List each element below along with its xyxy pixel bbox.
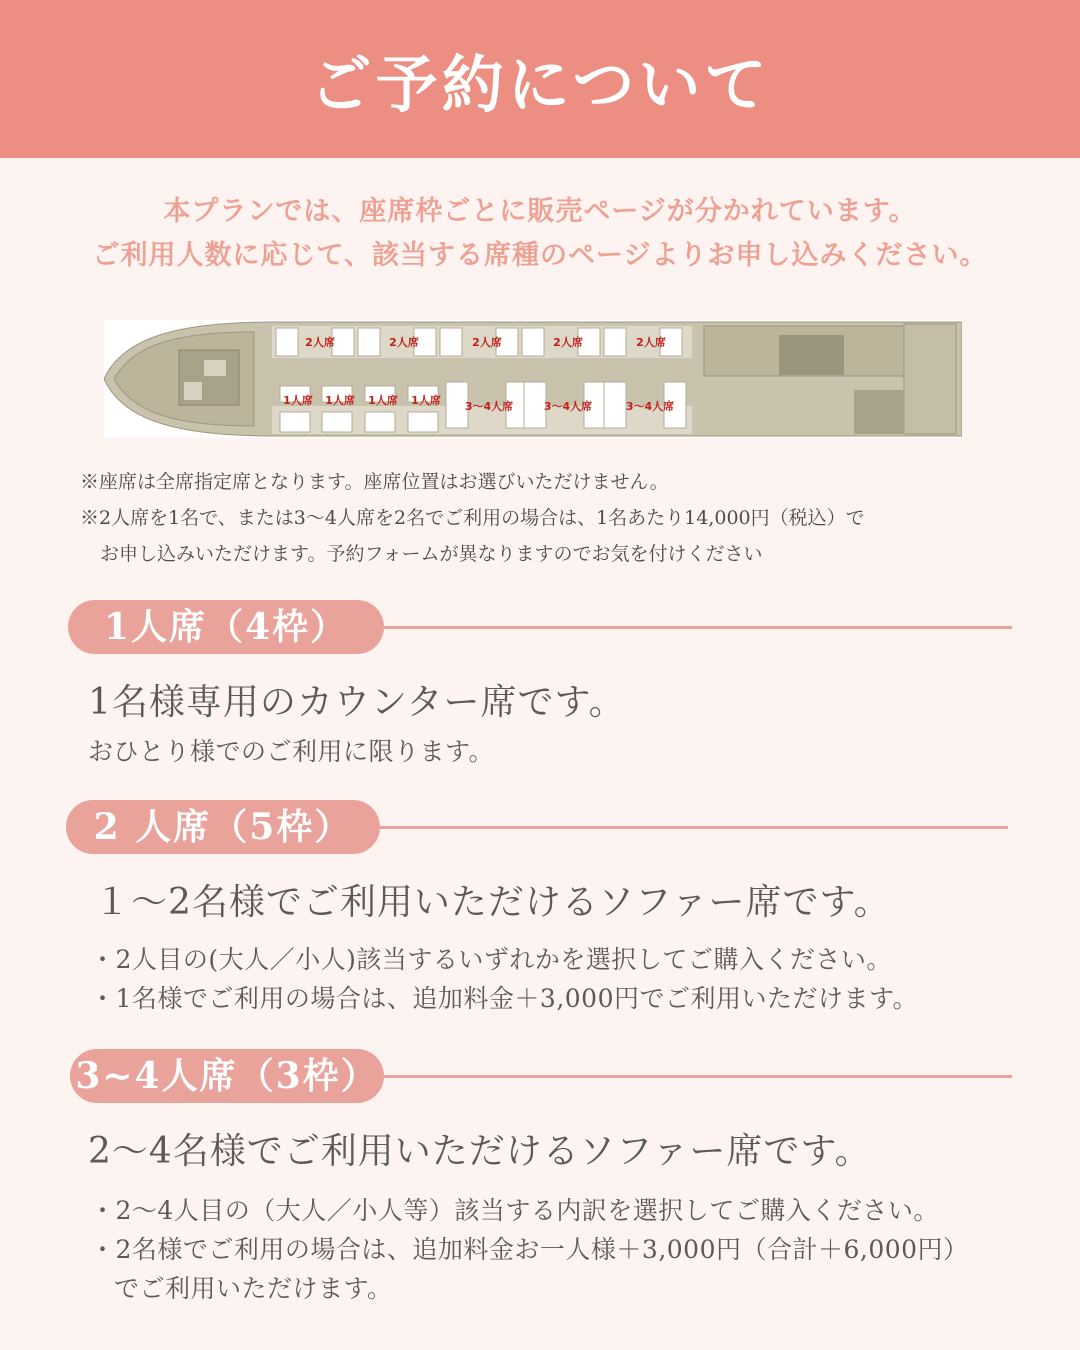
intro-line-2: ご利用人数に応じて、該当する席種のページよりお申し込みください。 — [92, 240, 988, 271]
seat-label-34: 3〜4人席 — [625, 400, 675, 413]
seat-label-2: 2人席 — [553, 336, 583, 349]
section-lead: 1名様専用のカウンター席です。 — [88, 682, 626, 723]
section-title-single: 1人席（4枠） — [68, 600, 384, 654]
seat-shape — [358, 328, 380, 356]
section-detail-line: おひとり様でのご利用に限ります。 — [88, 737, 495, 766]
seat-label-2: 2人席 — [472, 336, 502, 349]
section-detail-line: でご利用いただけます。 — [114, 1274, 393, 1303]
seat-label-1: 1人席 — [283, 394, 313, 407]
seat-shape — [276, 328, 298, 356]
seat-shape — [332, 328, 354, 356]
seat-shape — [408, 412, 438, 432]
seat-layer — [104, 320, 962, 438]
seat-label-2: 2人席 — [636, 336, 666, 349]
section-rule — [380, 826, 1008, 829]
seat-label-1: 1人席 — [368, 394, 398, 407]
section-title-group: 3~4人席（3枠） — [70, 1049, 384, 1103]
intro-line-1: 本プランでは、座席枠ごとに販売ページが分かれています。 — [163, 196, 917, 227]
seat-label-34: 3〜4人席 — [464, 400, 514, 413]
seat-shape — [322, 412, 352, 432]
note-line-1: ※座席は全席指定席となります。座席位置はお選びいただけません。 — [80, 471, 669, 493]
section-lead: １〜2名様でご利用いただけるソファー席です。 — [94, 882, 891, 923]
seat-label-2: 2人席 — [389, 336, 419, 349]
seat-shape — [604, 328, 626, 356]
seat-label-1: 1人席 — [411, 394, 441, 407]
seat-shape — [365, 412, 395, 432]
section-detail-line: ・2名様でご利用の場合は、追加料金お一人様＋3,000円（合計＋6,000円） — [90, 1235, 969, 1264]
seat-label-34: 3〜4人席 — [543, 400, 593, 413]
section-title-double: 2 人席（5枠） — [66, 800, 380, 854]
seat-label-2: 2人席 — [305, 336, 335, 349]
seat-shape — [604, 382, 626, 428]
seat-shape — [440, 328, 462, 356]
section-detail-line: ・2〜4人目の（大人／小人等）該当する内訳を選択してご購入ください。 — [90, 1196, 939, 1225]
seat-shape — [522, 328, 544, 356]
page-title: ご予約について — [309, 47, 771, 121]
seat-shape — [524, 382, 546, 428]
seat-label-1: 1人席 — [325, 394, 355, 407]
note-line-3: お申し込みいただけます。予約フォームが異なりますのでお気を付けください — [100, 543, 763, 565]
section-lead: 2〜4名様でご利用いただけるソファー席です。 — [88, 1131, 872, 1172]
note-line-2: ※2人席を1名で、または3〜4人席を2名でご利用の場合は、1名あたり14,000円（税込）で — [80, 507, 865, 529]
section-rule — [384, 626, 1012, 629]
section-rule — [384, 1075, 1012, 1078]
section-detail-line: ・2人目の(大人／小人)該当するいずれかを選択してご購入ください。 — [90, 945, 892, 974]
notes — [80, 464, 1020, 572]
seat-floorplan — [104, 320, 962, 438]
section-detail-line: ・1名様でご利用の場合は、追加料金＋3,000円でご利用いただけます。 — [90, 984, 918, 1013]
header-banner — [0, 0, 1080, 158]
intro-text — [0, 190, 1080, 278]
seat-shape — [280, 412, 310, 432]
